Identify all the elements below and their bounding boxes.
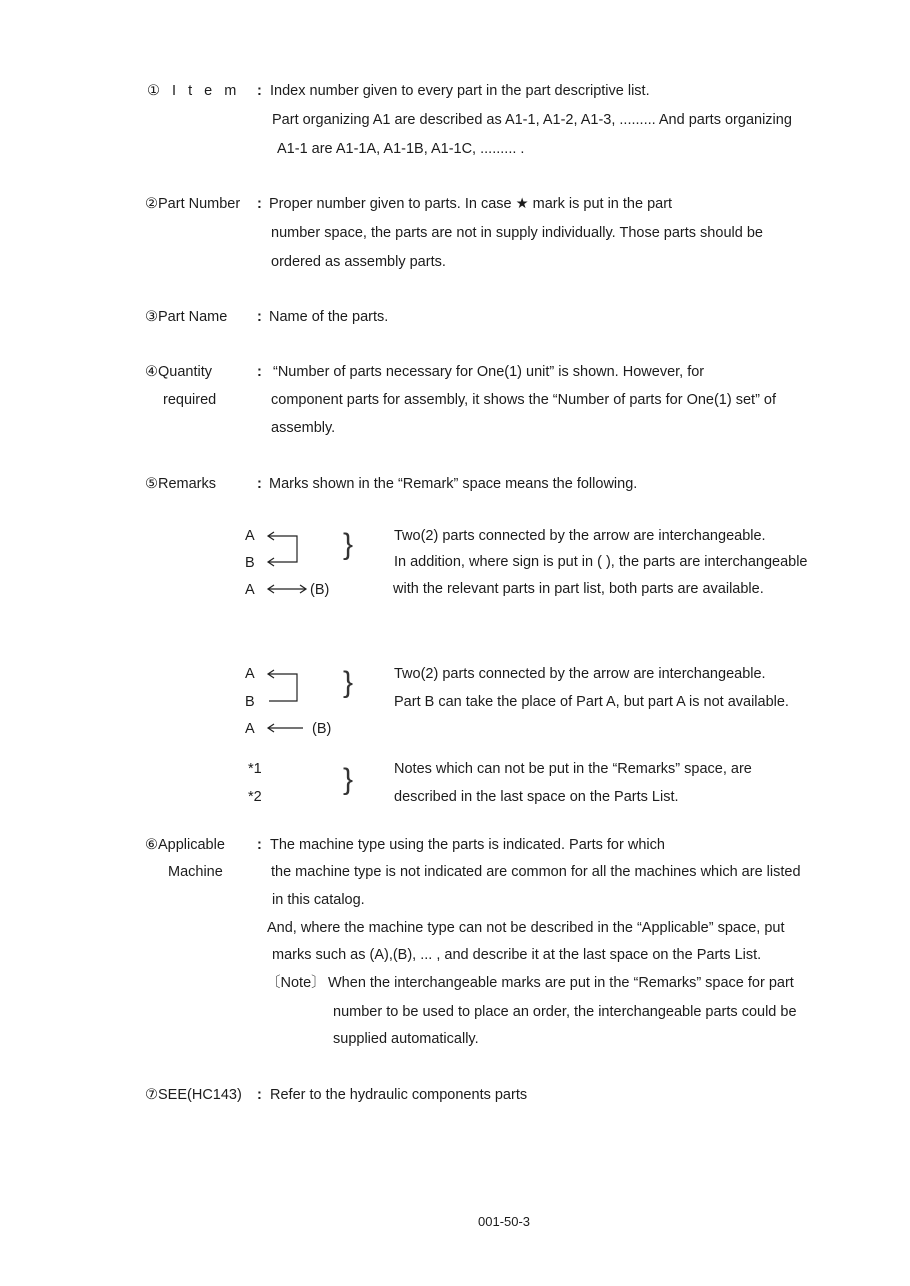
quantity-label-2: required [163, 392, 217, 408]
remarks-g2-sym-b-paren: (B) [312, 721, 332, 737]
remarks-g1-line-1: Two(2) parts connected by the arrow are interchangeable. [394, 528, 766, 544]
part-number-colon: : [257, 196, 262, 212]
left-arrow-icon [265, 720, 309, 736]
remarks-g1-line-2: In addition, where sign is put in ( ), the parts are interchangeable [394, 554, 808, 570]
see-colon: : [257, 1087, 262, 1103]
interchange-bracket-arrow-icon [265, 527, 305, 573]
see-label: ⑦SEE(HC143) [145, 1087, 242, 1103]
applicable-colon: : [257, 837, 262, 853]
remarks-label: ⑤Remarks [145, 476, 217, 492]
remarks-g2-sym-a2: A [245, 721, 255, 737]
remarks-g2-line-1: Two(2) parts connected by the arrow are interchangeable. [394, 666, 766, 682]
applicable-line-3: in this catalog. [272, 892, 365, 908]
page-number: 001-50-3 [478, 1214, 531, 1229]
remarks-g1-line-3: with the relevant parts in part list, both parts are available. [393, 581, 764, 597]
quantity-line-1: “Number of parts necessary for One(1) unit” is shown. However, for [273, 364, 705, 380]
applicable-line-4: And, where the machine type can not be described in the “Applicable” space, put [267, 920, 785, 936]
applicable-label: ⑥Applicable [145, 837, 225, 853]
applicable-note-line-1: When the interchangeable marks are put in the “Remarks” space for part [328, 975, 794, 991]
remarks-g2-sym-b: B [245, 694, 255, 710]
part-number-line-2: number space, the parts are not in supply individually. Those parts should be [271, 225, 763, 241]
bidirectional-arrow-icon [265, 581, 309, 597]
quantity-line-3: assembly. [271, 420, 336, 436]
remarks-colon: : [257, 476, 262, 492]
remarks-g3-line-1: Notes which can not be put in the “Remarks” space, are [394, 761, 752, 777]
part-name-label: ③Part Name [145, 309, 228, 325]
part-number-label: ②Part Number [145, 196, 241, 212]
part-number-line-3: ordered as assembly parts. [271, 254, 446, 270]
remarks-g1-sym-b-paren: (B) [310, 582, 330, 598]
remarks-g1-sym-a1: A [245, 528, 255, 544]
item-colon: : [257, 83, 262, 99]
remarks-g3-note-1: *1 [248, 761, 262, 777]
quantity-colon: : [257, 364, 262, 380]
item-label: ① I t e m [147, 83, 241, 99]
applicable-label-2: Machine [168, 864, 223, 880]
one-way-bracket-arrow-icon [265, 665, 305, 711]
item-line-2: Part organizing A1 are described as A1-1, A1-2, A1-3, ......... And parts organizing [272, 112, 792, 128]
part-name-line-1: Name of the parts. [269, 309, 389, 325]
remarks-g2-brace-icon: } [343, 666, 354, 699]
remarks-g2-sym-a1: A [245, 666, 255, 682]
applicable-line-1: The machine type using the parts is indicated. Parts for which [270, 837, 665, 853]
remarks-g3-note-2: *2 [248, 789, 262, 805]
part-name-colon: : [257, 309, 262, 325]
applicable-note-line-2: number to be used to place an order, the interchangeable parts could be [333, 1004, 797, 1020]
applicable-line-5: marks such as (A),(B), ... , and describe it at the last space on the Parts List. [272, 947, 762, 963]
applicable-note-label: 〔Note〕 [266, 975, 326, 991]
remarks-g1-sym-a2: A [245, 582, 255, 598]
quantity-line-2: component parts for assembly, it shows the “Number of parts for One(1) set” of [271, 392, 777, 408]
remarks-g3-line-2: described in the last space on the Parts List. [394, 789, 679, 805]
applicable-note-line-3: supplied automatically. [333, 1031, 479, 1047]
remarks-g2-line-2: Part B can take the place of Part A, but part A is not available. [394, 694, 789, 710]
item-line-3: A1-1 are A1-1A, A1-1B, A1-1C, ......... . [277, 141, 525, 157]
applicable-line-2: the machine type is not indicated are common for all the machines which are listed [271, 864, 801, 880]
item-line-1: Index number given to every part in the part descriptive list. [270, 83, 650, 99]
remarks-g1-brace-icon: } [343, 528, 354, 561]
see-line-1: Refer to the hydraulic components parts [270, 1087, 528, 1103]
part-number-line-1: Proper number given to parts. In case ★ mark is put in the part [269, 196, 673, 212]
quantity-label: ④Quantity [145, 364, 212, 380]
remarks-line-1: Marks shown in the “Remark” space means the following. [269, 476, 638, 492]
remarks-g3-brace-icon: } [343, 763, 354, 796]
remarks-g1-sym-b: B [245, 555, 255, 571]
